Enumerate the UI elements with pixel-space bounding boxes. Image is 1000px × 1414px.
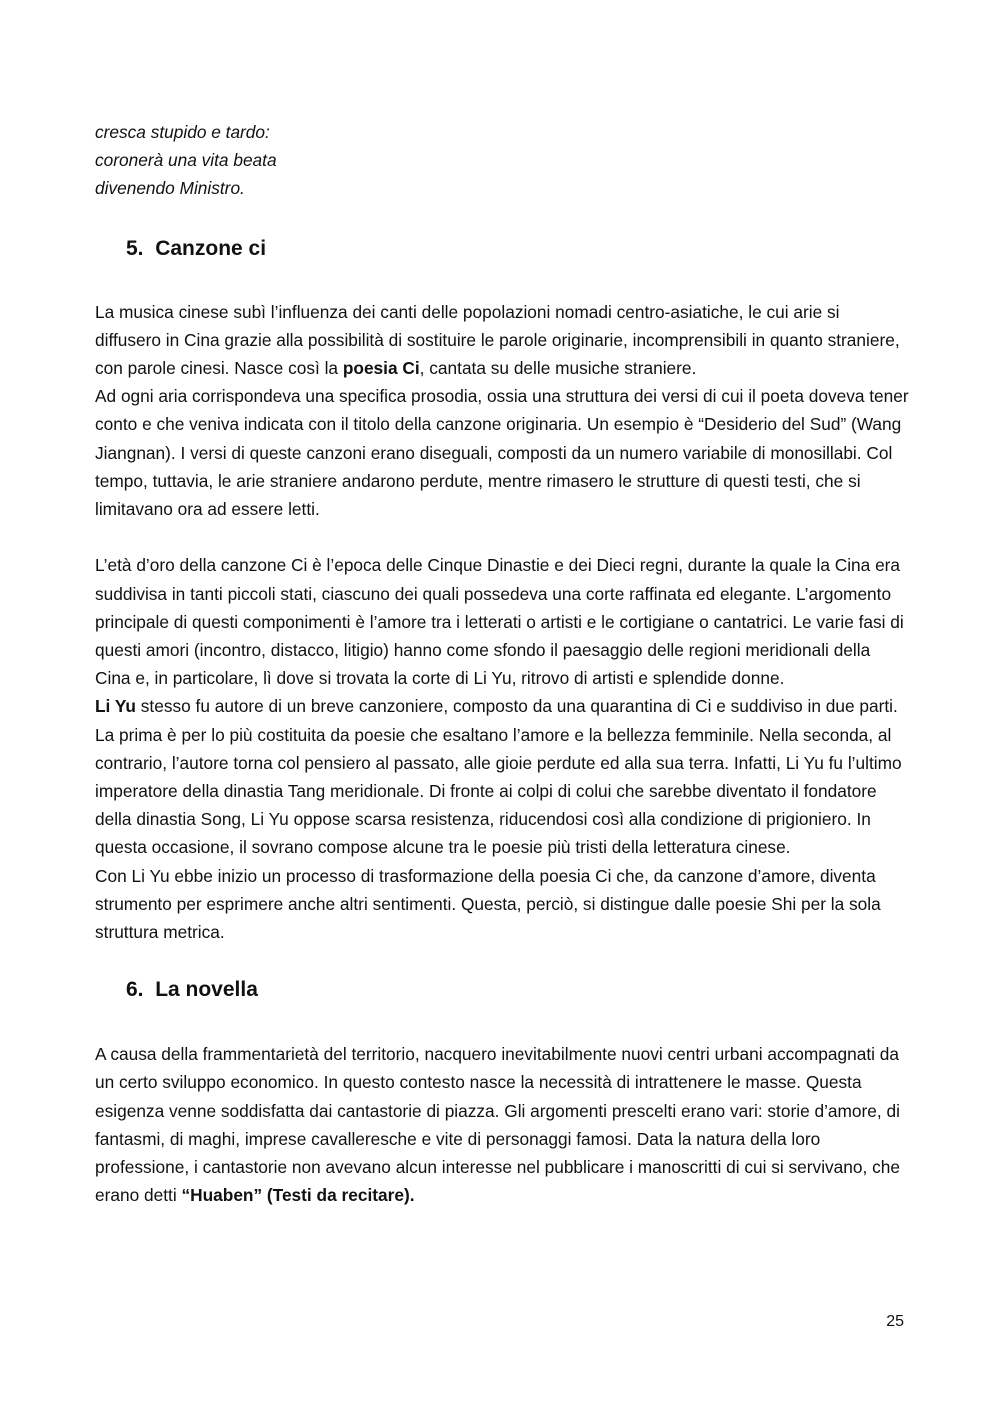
- verse-block: [95, 118, 910, 203]
- section-heading-canzone-ci: [95, 235, 910, 263]
- verse-line: divenendo Ministro.: [95, 178, 245, 199]
- paragraph-spacer: [95, 523, 910, 551]
- paragraph-text: La musica cinese subì l’influenza dei canti delle popolazioni nomadi centro-asiatiche, le cui arie si diffusero in Cina grazie alla possibilità di sostituire le parole originarie, incomprensibili in quanto straniere, con parole cinesi. Nasce così la: [95, 301, 900, 379]
- paragraph: [95, 1040, 910, 1209]
- section-number: 5.: [126, 236, 144, 260]
- verse-line: coronerà una vita beata: [95, 150, 277, 171]
- paragraph: [95, 298, 910, 383]
- paragraph-text: stesso fu autore di un breve canzoniere, composto da una quarantina di Ci e suddiviso in due parti. La prima è per lo più costituita da poesie che esaltano l’amore e la bellezza femminile. Nella seconda, al contrario, l’autore torna col pensiero al passato, alle gioie perdute ed alla sua terra. Infatti, Li Yu fu l’ultimo imperatore della dinastia Tang meridionale. Di fronte ai colpi di colui che sarebbe diventato il fondatore della dinastia Song, Li Yu oppose scarsa resistenza, riducendosi così alla condizione di prigioniero. In questa occasione, il sovrano compose alcune tra le poesie più tristi della letteratura cinese.: [95, 696, 902, 858]
- section-number: 6.: [126, 978, 144, 1002]
- section-heading-la-novella: [95, 976, 910, 1004]
- page-number: 25: [886, 1313, 904, 1330]
- paragraph-text: A causa della frammentarietà del territorio, nacquero inevitabilmente nuovi centri urbani accompagnati da un certo sviluppo economico. In questo contesto nasce la necessità di intrattenere le masse. Questa esigenza venne soddisfatta dai cantastorie di piazza. Gli argomenti prescelti erano vari: storie d’amore, di fantasmi, di maghi, imprese cavalleresche e vite di personaggi famosi. Data la natura della loro professione, i cantastorie non avevano alcun interesse nel pubblicare i manoscritti di cui si servivano, che erano detti: [95, 1044, 900, 1206]
- verse-line: cresca stupido e tardo:: [95, 122, 270, 142]
- paragraph: Ad ogni aria corrispondeva una specifica prosodia, ossia una struttura dei versi di cui il poeta doveva tener conto e che veniva indicata con il titolo della canzone originaria. Un esempio è “Desiderio del Sud” (Wang Jiangnan). I versi di queste canzoni erano diseguali, composti da un numero variabile di monosillabi. Col tempo, tuttavia, le arie straniere andarono perdute, mentre rimasero le strutture di questi testi, che si limitavano ora ad essere letti.: [95, 386, 909, 520]
- bold-term: Li Yu: [95, 696, 136, 717]
- paragraph: [95, 692, 910, 861]
- bold-term: poesia Ci: [342, 358, 420, 379]
- page-content: [95, 118, 910, 1209]
- paragraph: Con Li Yu ebbe inizio un processo di trasformazione della poesia Ci che, da canzone d’amore, diventa strumento per esprimere anche altri sentimenti. Questa, perciò, si distingue dalle poesie Shi per la sola struttura metrica.: [95, 865, 881, 943]
- section-title: Canzone ci: [155, 236, 267, 260]
- bold-term: “Huaben” (Testi da recitare).: [181, 1185, 415, 1206]
- paragraph: L’età d’oro della canzone Ci è l’epoca delle Cinque Dinastie e dei Dieci regni, durante la quale la Cina era suddivisa in tanti piccoli stati, ciascuno dei quali possedeva una corte raffinata ed elegante. L’argomento principale di questi componimenti è l’amore tra i letterati o artisti e le cortigiane o cantatrici. Le varie fasi di questi amori (incontro, distacco, litigio) hanno come sfondo il paesaggio delle regioni meridionali della Cina e, in particolare, lì dove si trovata la corte di Li Yu, ritrovo di artisti e splendide donne.: [95, 555, 904, 689]
- paragraph-text: , cantata su delle musiche straniere.: [419, 358, 697, 379]
- section-title: La novella: [155, 978, 258, 1002]
